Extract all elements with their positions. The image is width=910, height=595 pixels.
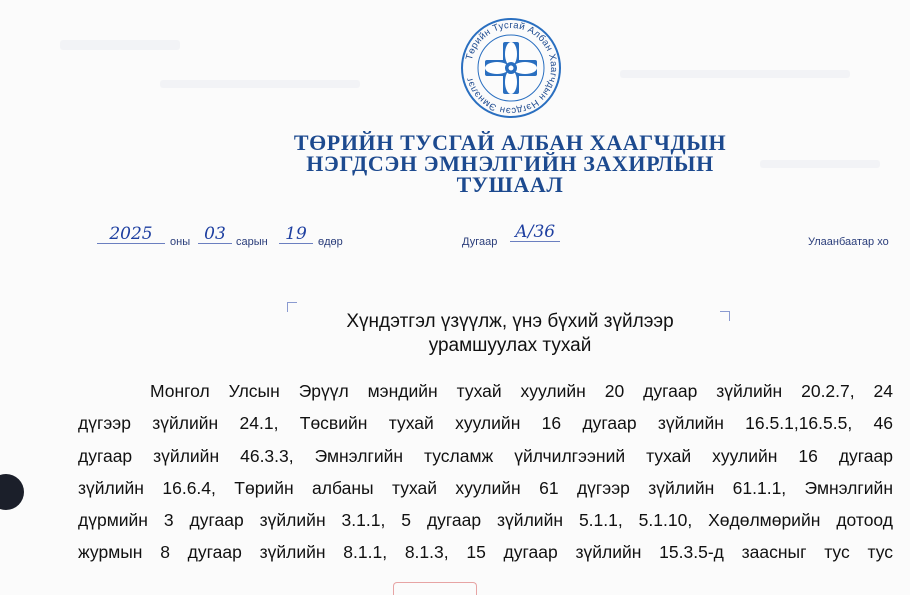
order-header-title bbox=[275, 132, 745, 195]
body-line: Монгол Улсын Эрүүл мэндийн тухай хуулийн 20 дугаар зүйлийн 20.2.7, 24 bbox=[150, 381, 893, 401]
subject-line: урамшуулах тухай bbox=[428, 335, 592, 356]
scroll-handle-dot[interactable] bbox=[0, 474, 24, 510]
month-label: сарын bbox=[236, 236, 268, 248]
body-line: дүгээр зүйлийн 24.1, Төсвийн тухай хуулийн 16 дугаар зүйлийн 16.5.1,16.5.5, 46 bbox=[78, 413, 893, 434]
subject-line: Хүндэтгэл үзүүлж, үнэ бүхий зүйлээр bbox=[346, 311, 674, 332]
handwritten-order-number: А/36 bbox=[510, 223, 560, 242]
place-label: Улаанбаатар хо bbox=[808, 236, 889, 248]
logo-ring-text: Төрийн Тусгай Албан Хаагчдын Нэгдсэн Эмнэлэг bbox=[463, 19, 560, 117]
body-line: журмын 8 дугаар зүйлийн 8.1.1, 8.1.3, 15 дугаар зүйлийн 15.3.5-д заасныг тус тус bbox=[78, 542, 893, 563]
bleed-through-artifact bbox=[60, 40, 180, 50]
org-title-line: ТӨРИЙН ТУСГАЙ АЛБАН ХААГЧДЫН bbox=[293, 130, 727, 155]
stamp-edge bbox=[393, 582, 477, 595]
date-number-row bbox=[0, 222, 910, 255]
handwritten-day: 19 bbox=[279, 225, 313, 244]
year-label: оны bbox=[170, 236, 191, 248]
handwritten-month: 03 bbox=[198, 225, 232, 244]
order-body-paragraph bbox=[78, 375, 893, 569]
handwritten-year: 2025 bbox=[97, 225, 165, 244]
day-label: өдөр bbox=[318, 236, 343, 248]
bleed-through-artifact bbox=[160, 80, 360, 88]
org-title-line: НЭГДСЭН ЭМНЭЛГИЙН ЗАХИРЛЫН bbox=[306, 151, 714, 176]
order-type-title: ТУШААЛ bbox=[456, 172, 564, 197]
hospital-logo bbox=[459, 16, 563, 120]
bleed-through-artifact bbox=[760, 160, 880, 168]
number-label: Дугаар bbox=[462, 236, 498, 248]
body-line: дүрмийн 3 дугаар зүйлийн 3.1.1, 5 дугаар зүйлийн 5.1.1, 5.1.10, Хөдөлмөрийн дотоод bbox=[78, 510, 893, 531]
body-line: дугаар зүйлийн 46.3.3, Эмнэлгийн тусламж үйлчилгээний тухай хуулийн 16 дугаар bbox=[78, 445, 893, 466]
bleed-through-artifact bbox=[620, 70, 850, 78]
order-subject bbox=[270, 310, 750, 358]
medical-flower-cross-emblem-icon bbox=[485, 42, 537, 94]
body-line: зүйлийн 16.6.4, Төрийн албаны тухай хуулийн 61 дүгээр зүйлийн 61.1.1, Эмнэлгийн bbox=[78, 477, 893, 498]
